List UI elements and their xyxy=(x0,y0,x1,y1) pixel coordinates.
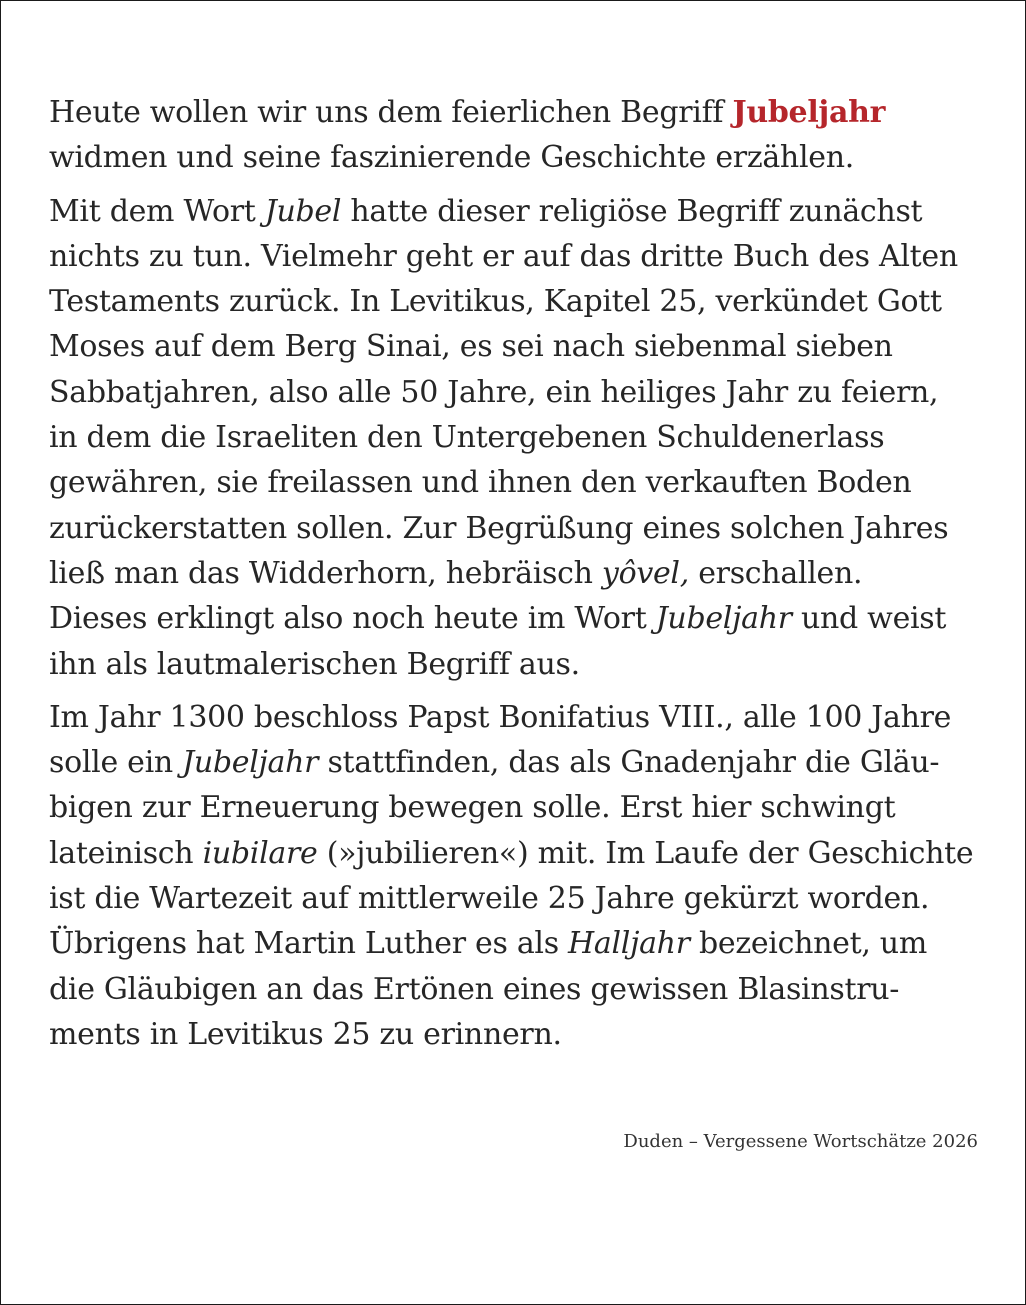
italic-term: iubilare xyxy=(202,835,318,871)
text-line: in dem die Israeliten den Untergebenen Schuldenerlass xyxy=(49,420,885,456)
text-line: Mit dem Wort Jubel hatte dieser religiöse Begriff zunächst xyxy=(49,193,923,229)
text-line: Moses auf dem Berg Sinai, es sei nach siebenmal sieben xyxy=(49,329,893,365)
text-line: lateinisch iubilare (»jubilieren«) mit. Im Laufe der Geschichte xyxy=(49,835,974,871)
text-line: die Gläubigen an das Ertönen eines gewissen Blasinstru- xyxy=(49,971,900,1007)
italic-term: Halljahr xyxy=(568,926,690,962)
text-line: zurückerstatten sollen. Zur Begrüßung eines solchen Jahres xyxy=(49,510,949,546)
text-line: Sabbatjahren, also alle 50 Jahre, ein heiliges Jahr zu feiern, xyxy=(49,374,939,410)
text-line: Testaments zurück. In Levitikus, Kapitel 25, verkündet Gott xyxy=(49,284,942,320)
italic-term: Jubeljahr xyxy=(182,745,319,781)
text-line: solle ein Jubeljahr stattfinden, das als Gnadenjahr die Gläu- xyxy=(49,745,940,781)
italic-term: yôvel, xyxy=(601,555,689,591)
intro-paragraph xyxy=(49,90,989,181)
text-line: Dieses erklingt also noch heute im Wort Jubeljahr und weist xyxy=(49,601,947,637)
text-line: nichts zu tun. Vielmehr geht er auf das dritte Buch des Alten xyxy=(49,238,958,274)
text-line: ist die Wartezeit auf mittlerweile 25 Jahre gekürzt worden. xyxy=(49,881,930,917)
history-paragraph xyxy=(49,695,989,1057)
text-line: Heute wollen wir uns dem feierlichen Begriff Jubeljahr xyxy=(49,95,886,130)
text-line: ließ man das Widderhorn, hebräisch yôvel, erschallen. xyxy=(49,555,863,591)
text-line: Im Jahr 1300 beschloss Papst Bonifatius VIII., alle 100 Jahre xyxy=(49,699,952,735)
italic-term: Jubel xyxy=(264,193,342,229)
text-line: ments in Levitikus 25 zu erinnern. xyxy=(49,1016,562,1052)
text-line: ihn als lautmalerischen Begriff aus. xyxy=(49,646,580,682)
text-line: gewähren, sie freilassen und ihnen den verkauften Boden xyxy=(49,465,912,501)
text-line: widmen und seine faszinierende Geschichte erzählen. xyxy=(49,140,854,176)
italic-term: Jubeljahr xyxy=(655,601,792,637)
text-line: bigen zur Erneuerung bewegen solle. Erst hier schwingt xyxy=(49,790,896,826)
article-text xyxy=(49,90,989,1065)
publisher-credit: Duden – Vergessene Wortschätze 2026 xyxy=(623,1131,978,1152)
text-line: Übrigens hat Martin Luther es als Halljahr bezeichnet, um xyxy=(49,926,927,962)
etymology-paragraph xyxy=(49,189,989,687)
headword: Jubeljahr xyxy=(732,95,886,130)
